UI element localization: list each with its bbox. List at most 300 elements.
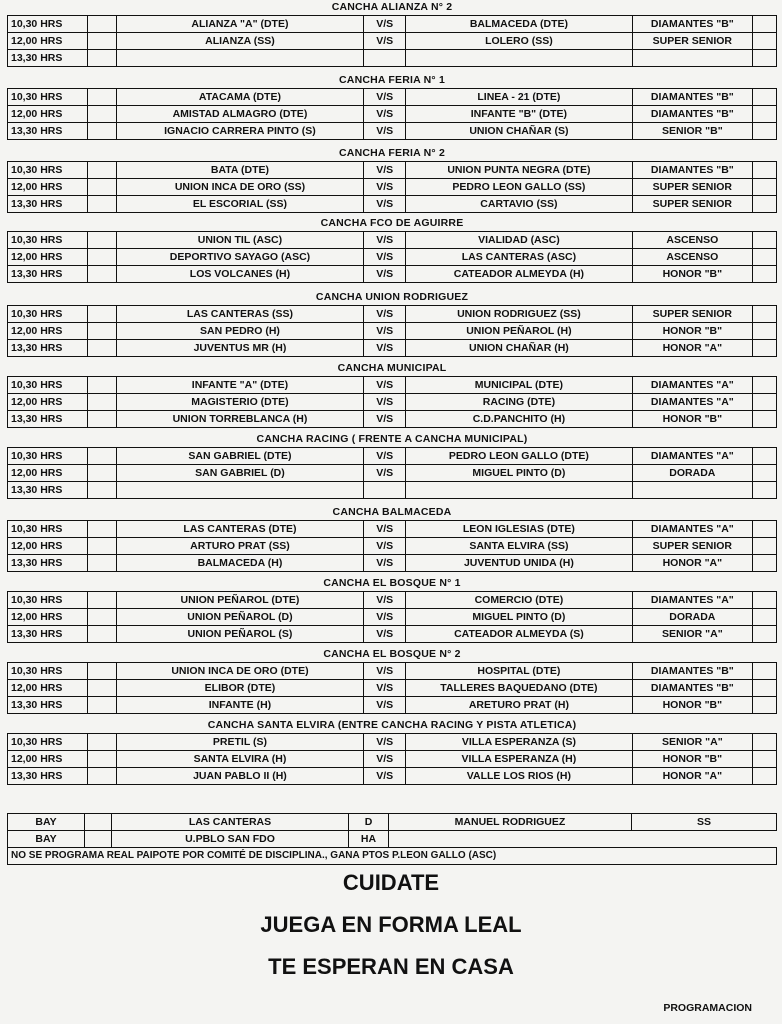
blank-cell <box>88 179 116 196</box>
match-time: 10,30 HRS <box>8 448 88 465</box>
home-team: ALIANZA "A" (DTE) <box>116 16 364 33</box>
blank-cell <box>88 626 116 643</box>
home-team: UNION TIL (ASC) <box>116 232 364 249</box>
match-row <box>8 123 777 140</box>
match-time: 13,30 HRS <box>8 411 88 428</box>
away-team: HOSPITAL (DTE) <box>406 663 633 680</box>
venue-title: CANCHA EL BOSQUE N° 2 <box>323 648 461 660</box>
away-team: C.D.PANCHITO (H) <box>406 411 633 428</box>
home-team: UNION PEÑAROL (D) <box>116 609 364 626</box>
result-box <box>752 123 776 140</box>
blank-cell <box>88 538 116 555</box>
match-time: 10,30 HRS <box>8 521 88 538</box>
match-row <box>8 411 777 428</box>
home-team: UNION INCA DE ORO (DTE) <box>116 663 364 680</box>
match-row <box>8 162 777 179</box>
match-time: 12,00 HRS <box>8 609 88 626</box>
match-row <box>8 751 777 768</box>
blank-cell <box>88 751 116 768</box>
category: HONOR "B" <box>632 751 752 768</box>
versus-label: V/S <box>364 751 406 768</box>
result-box <box>752 377 776 394</box>
versus-label: V/S <box>364 306 406 323</box>
venue-block <box>7 576 777 643</box>
result-box <box>752 697 776 714</box>
away-team: COMERCIO (DTE) <box>406 592 633 609</box>
match-row <box>8 680 777 697</box>
discipline-note: NO SE PROGRAMA REAL PAIPOTE POR COMITÉ DE DISCIPLINA., GANA PTOS P.LEON GALLO (ASC) <box>8 848 777 865</box>
away-team: VILLA ESPERANZA (S) <box>406 734 633 751</box>
blank-cell <box>88 465 116 482</box>
home-team <box>116 482 364 499</box>
away-team: VILLA ESPERANZA (H) <box>406 751 633 768</box>
result-box <box>752 538 776 555</box>
slogan-line-3: TE ESPERAN EN CASA <box>268 954 514 979</box>
category: SENIOR "A" <box>632 626 752 643</box>
category: HONOR "A" <box>632 555 752 572</box>
versus-label: V/S <box>364 266 406 283</box>
category: DIAMANTES "A" <box>632 592 752 609</box>
result-box <box>752 340 776 357</box>
home-team: JUAN PABLO II (H) <box>116 768 364 785</box>
venue-block <box>7 290 777 357</box>
match-row <box>8 555 777 572</box>
blank-cell <box>88 196 116 213</box>
home-team: SAN GABRIEL (DTE) <box>116 448 364 465</box>
category: DIAMANTES "A" <box>632 448 752 465</box>
result-box <box>752 680 776 697</box>
away-team: SANTA ELVIRA (SS) <box>406 538 633 555</box>
bye-team: U.PBLO SAN FDO <box>112 831 349 848</box>
home-team: SANTA ELVIRA (H) <box>116 751 364 768</box>
blank-cell <box>88 323 116 340</box>
match-row <box>8 448 777 465</box>
versus-label: V/S <box>364 592 406 609</box>
home-team: ALIANZA (SS) <box>116 33 364 50</box>
home-team: IGNACIO CARRERA PINTO (S) <box>116 123 364 140</box>
blank-cell <box>88 663 116 680</box>
home-team: ARTURO PRAT (SS) <box>116 538 364 555</box>
result-box <box>752 626 776 643</box>
result-box <box>752 162 776 179</box>
blank-cell <box>88 50 116 67</box>
away-team: RACING (DTE) <box>406 394 633 411</box>
match-row <box>8 768 777 785</box>
match-row <box>8 50 777 67</box>
home-team: UNION TORREBLANCA (H) <box>116 411 364 428</box>
programacion-label: PROGRAMACION <box>663 1002 752 1014</box>
category: DIAMANTES "B" <box>632 106 752 123</box>
away-team: ARETURO PRAT (H) <box>406 697 633 714</box>
blank-cell <box>88 306 116 323</box>
versus-label: V/S <box>364 663 406 680</box>
match-time: 12,00 HRS <box>8 249 88 266</box>
result-box <box>752 179 776 196</box>
match-row <box>8 196 777 213</box>
match-row <box>8 663 777 680</box>
home-team: ELIBOR (DTE) <box>116 680 364 697</box>
bye-label: BAY <box>8 814 85 831</box>
match-time: 12,00 HRS <box>8 394 88 411</box>
versus-label: V/S <box>364 33 406 50</box>
match-row <box>8 592 777 609</box>
result-box <box>752 592 776 609</box>
versus-label: V/S <box>364 179 406 196</box>
away-team: PEDRO LEON GALLO (SS) <box>406 179 633 196</box>
away-team: CATEADOR ALMEYDA (H) <box>406 266 633 283</box>
away-team <box>406 50 633 67</box>
away-team: MIGUEL PINTO (D) <box>406 609 633 626</box>
match-time: 13,30 HRS <box>8 50 88 67</box>
match-time: 10,30 HRS <box>8 16 88 33</box>
versus-label: V/S <box>364 626 406 643</box>
blank-cell <box>88 521 116 538</box>
match-row <box>8 482 777 499</box>
versus-label: V/S <box>364 609 406 626</box>
match-time: 13,30 HRS <box>8 266 88 283</box>
match-time: 12,00 HRS <box>8 33 88 50</box>
match-time: 12,00 HRS <box>8 179 88 196</box>
result-box <box>752 465 776 482</box>
venue-title: CANCHA EL BOSQUE N° 1 <box>323 577 461 589</box>
versus-label: V/S <box>364 106 406 123</box>
home-team: JUVENTUS MR (H) <box>116 340 364 357</box>
home-team: PRETIL (S) <box>116 734 364 751</box>
away-team: PEDRO LEON GALLO (DTE) <box>406 448 633 465</box>
home-team: BATA (DTE) <box>116 162 364 179</box>
away-team: MIGUEL PINTO (D) <box>406 465 633 482</box>
match-row <box>8 232 777 249</box>
result-box <box>752 411 776 428</box>
bye-team: LAS CANTERAS <box>112 814 349 831</box>
match-time: 13,30 HRS <box>8 555 88 572</box>
blank-cell <box>88 448 116 465</box>
venue-block <box>7 432 777 499</box>
home-team: BALMACEDA (H) <box>116 555 364 572</box>
blank-cell <box>88 106 116 123</box>
versus-label: V/S <box>364 377 406 394</box>
match-time: 10,30 HRS <box>8 734 88 751</box>
venue-title: CANCHA UNION RODRIGUEZ <box>315 291 469 303</box>
venue-title: CANCHA FCO DE AGUIRRE <box>320 217 464 229</box>
versus-label: V/S <box>364 123 406 140</box>
match-time: 13,30 HRS <box>8 482 88 499</box>
blank-cell <box>88 33 116 50</box>
match-row <box>8 697 777 714</box>
blank-cell <box>88 680 116 697</box>
versus-label <box>364 482 406 499</box>
result-box <box>752 323 776 340</box>
home-team: LAS CANTERAS (SS) <box>116 306 364 323</box>
home-team: LOS VOLCANES (H) <box>116 266 364 283</box>
blank-cell <box>88 394 116 411</box>
versus-label: V/S <box>364 465 406 482</box>
versus-label: V/S <box>364 196 406 213</box>
bye-code: HA <box>349 831 389 848</box>
versus-label: V/S <box>364 249 406 266</box>
venue-title: CANCHA MUNICIPAL <box>337 362 447 374</box>
home-team: UNION PEÑAROL (S) <box>116 626 364 643</box>
category: HONOR "B" <box>632 697 752 714</box>
bye-label: BAY <box>8 831 85 848</box>
match-row <box>8 465 777 482</box>
away-team: LOLERO (SS) <box>406 33 633 50</box>
category: DIAMANTES "B" <box>632 680 752 697</box>
blank-cell <box>88 16 116 33</box>
category: SUPER SENIOR <box>632 196 752 213</box>
result-box <box>752 663 776 680</box>
blank-cell <box>88 482 116 499</box>
away-team: LAS CANTERAS (ASC) <box>406 249 633 266</box>
versus-label: V/S <box>364 232 406 249</box>
category: HONOR "B" <box>632 411 752 428</box>
note-row <box>8 848 777 865</box>
blank-cell <box>88 411 116 428</box>
blank-cell <box>88 123 116 140</box>
match-time: 13,30 HRS <box>8 626 88 643</box>
category: DORADA <box>632 609 752 626</box>
category: DIAMANTES "A" <box>632 377 752 394</box>
match-row <box>8 734 777 751</box>
category: SUPER SENIOR <box>632 179 752 196</box>
category: SENIOR "A" <box>632 734 752 751</box>
match-row <box>8 89 777 106</box>
slogan-line-2: JUEGA EN FORMA LEAL <box>260 912 522 937</box>
venue-title: CANCHA FERIA N° 1 <box>339 74 445 86</box>
home-team: INFANTE "A" (DTE) <box>116 377 364 394</box>
home-team: INFANTE (H) <box>116 697 364 714</box>
versus-label: V/S <box>364 340 406 357</box>
category: SUPER SENIOR <box>632 538 752 555</box>
versus-label: V/S <box>364 697 406 714</box>
category: SUPER SENIOR <box>632 33 752 50</box>
versus-label: V/S <box>364 162 406 179</box>
match-time: 12,00 HRS <box>8 751 88 768</box>
blank-cell <box>88 266 116 283</box>
away-team: LINEA - 21 (DTE) <box>406 89 633 106</box>
bye-code: D <box>349 814 389 831</box>
match-time: 12,00 HRS <box>8 465 88 482</box>
blank-cell <box>88 768 116 785</box>
blank-cell <box>88 609 116 626</box>
match-time: 10,30 HRS <box>8 377 88 394</box>
match-time: 10,30 HRS <box>8 162 88 179</box>
versus-label: V/S <box>364 538 406 555</box>
venue-block <box>7 216 777 283</box>
match-row <box>8 377 777 394</box>
versus-label: V/S <box>364 89 406 106</box>
slogan-line-1: CUIDATE <box>342 870 440 895</box>
versus-label: V/S <box>364 394 406 411</box>
blank-cell <box>88 697 116 714</box>
match-row <box>8 626 777 643</box>
away-team: UNION CHAÑAR (S) <box>406 123 633 140</box>
home-team: SAN GABRIEL (D) <box>116 465 364 482</box>
home-team <box>116 50 364 67</box>
match-row <box>8 16 777 33</box>
versus-label: V/S <box>364 734 406 751</box>
versus-label: V/S <box>364 680 406 697</box>
versus-label: V/S <box>364 323 406 340</box>
match-row <box>8 33 777 50</box>
category: HONOR "A" <box>632 340 752 357</box>
match-time: 13,30 HRS <box>8 768 88 785</box>
category: HONOR "A" <box>632 768 752 785</box>
away-team: LEON IGLESIAS (DTE) <box>406 521 633 538</box>
result-box <box>752 16 776 33</box>
match-row <box>8 521 777 538</box>
venue-title: CANCHA SANTA ELVIRA (ENTRE CANCHA RACING Y PISTA ATLETICA) <box>207 719 577 731</box>
match-time: 10,30 HRS <box>8 232 88 249</box>
away-team: UNION RODRIGUEZ (SS) <box>406 306 633 323</box>
match-row <box>8 609 777 626</box>
away-team: INFANTE "B" (DTE) <box>406 106 633 123</box>
category: SENIOR "B" <box>632 123 752 140</box>
match-row <box>8 179 777 196</box>
match-time: 13,30 HRS <box>8 340 88 357</box>
result-box <box>752 521 776 538</box>
category: ASCENSO <box>632 249 752 266</box>
venue-block <box>7 146 777 213</box>
category: DIAMANTES "A" <box>632 394 752 411</box>
category: DIAMANTES "B" <box>632 89 752 106</box>
blank-cell <box>88 734 116 751</box>
result-box <box>752 50 776 67</box>
home-team: UNION INCA DE ORO (SS) <box>116 179 364 196</box>
result-box <box>752 609 776 626</box>
category: DIAMANTES "B" <box>632 16 752 33</box>
match-row <box>8 106 777 123</box>
match-time: 13,30 HRS <box>8 123 88 140</box>
away-team: UNION CHAÑAR (H) <box>406 340 633 357</box>
match-row <box>8 538 777 555</box>
match-time: 10,30 HRS <box>8 306 88 323</box>
bye-other-team: MANUEL RODRIGUEZ <box>389 814 632 831</box>
venue-title: CANCHA RACING ( FRENTE A CANCHA MUNICIPAL) <box>256 433 528 445</box>
result-box <box>752 555 776 572</box>
match-time: 12,00 HRS <box>8 323 88 340</box>
venue-title: CANCHA ALIANZA N° 2 <box>331 1 453 13</box>
match-time: 10,30 HRS <box>8 89 88 106</box>
venue-title: CANCHA FERIA N° 2 <box>339 147 445 159</box>
match-time: 12,00 HRS <box>8 106 88 123</box>
venue-block <box>7 718 777 785</box>
away-team: UNION PEÑAROL (H) <box>406 323 633 340</box>
bye-row <box>8 831 777 848</box>
versus-label: V/S <box>364 768 406 785</box>
result-box <box>752 306 776 323</box>
match-row <box>8 306 777 323</box>
home-team: MAGISTERIO (DTE) <box>116 394 364 411</box>
result-box <box>752 448 776 465</box>
home-team: LAS CANTERAS (DTE) <box>116 521 364 538</box>
venue-block <box>7 361 777 428</box>
match-row <box>8 340 777 357</box>
match-time: 12,00 HRS <box>8 680 88 697</box>
home-team: DEPORTIVO SAYAGO (ASC) <box>116 249 364 266</box>
venue-block <box>7 0 777 67</box>
versus-label: V/S <box>364 448 406 465</box>
category: ASCENSO <box>632 232 752 249</box>
result-box <box>752 751 776 768</box>
blank-cell <box>88 89 116 106</box>
result-box <box>752 734 776 751</box>
blank-cell <box>88 249 116 266</box>
result-box <box>752 106 776 123</box>
bye-category: SS <box>632 814 777 831</box>
blank-cell <box>88 340 116 357</box>
home-team: ATACAMA (DTE) <box>116 89 364 106</box>
result-box <box>752 89 776 106</box>
away-team: VIALIDAD (ASC) <box>406 232 633 249</box>
away-team: CATEADOR ALMEYDA (S) <box>406 626 633 643</box>
versus-label: V/S <box>364 16 406 33</box>
match-time: 10,30 HRS <box>8 592 88 609</box>
match-time: 10,30 HRS <box>8 663 88 680</box>
result-box <box>752 33 776 50</box>
versus-label: V/S <box>364 521 406 538</box>
venue-title: CANCHA BALMACEDA <box>332 506 452 518</box>
match-row <box>8 323 777 340</box>
bye-table <box>7 813 777 865</box>
result-box <box>752 768 776 785</box>
venue-block <box>7 505 777 572</box>
away-team: VALLE LOS RIOS (H) <box>406 768 633 785</box>
match-row <box>8 394 777 411</box>
away-team: BALMACEDA (DTE) <box>406 16 633 33</box>
category <box>632 50 752 67</box>
category: DIAMANTES "A" <box>632 521 752 538</box>
category: HONOR "B" <box>632 266 752 283</box>
category: SUPER SENIOR <box>632 306 752 323</box>
away-team: TALLERES BAQUEDANO (DTE) <box>406 680 633 697</box>
home-team: EL ESCORIAL (SS) <box>116 196 364 213</box>
category <box>632 482 752 499</box>
result-box <box>752 232 776 249</box>
versus-label: V/S <box>364 555 406 572</box>
result-box <box>752 394 776 411</box>
blank-cell <box>88 555 116 572</box>
away-team: UNION PUNTA NEGRA (DTE) <box>406 162 633 179</box>
away-team <box>406 482 633 499</box>
result-box <box>752 482 776 499</box>
away-team: MUNICIPAL (DTE) <box>406 377 633 394</box>
blank-cell <box>88 377 116 394</box>
versus-label: V/S <box>364 411 406 428</box>
match-time: 13,30 HRS <box>8 697 88 714</box>
venue-block <box>7 647 777 714</box>
category: DIAMANTES "B" <box>632 162 752 179</box>
blank-cell <box>88 592 116 609</box>
venue-block <box>7 73 777 140</box>
match-row <box>8 249 777 266</box>
category: DORADA <box>632 465 752 482</box>
result-box <box>752 266 776 283</box>
match-time: 13,30 HRS <box>8 196 88 213</box>
category: DIAMANTES "B" <box>632 663 752 680</box>
result-box <box>752 249 776 266</box>
blank-cell <box>88 232 116 249</box>
category: HONOR "B" <box>632 323 752 340</box>
bye-row <box>8 814 777 831</box>
home-team: SAN PEDRO (H) <box>116 323 364 340</box>
away-team: JUVENTUD UNIDA (H) <box>406 555 633 572</box>
versus-label <box>364 50 406 67</box>
match-row <box>8 266 777 283</box>
home-team: AMISTAD ALMAGRO (DTE) <box>116 106 364 123</box>
match-time: 12,00 HRS <box>8 538 88 555</box>
result-box <box>752 196 776 213</box>
